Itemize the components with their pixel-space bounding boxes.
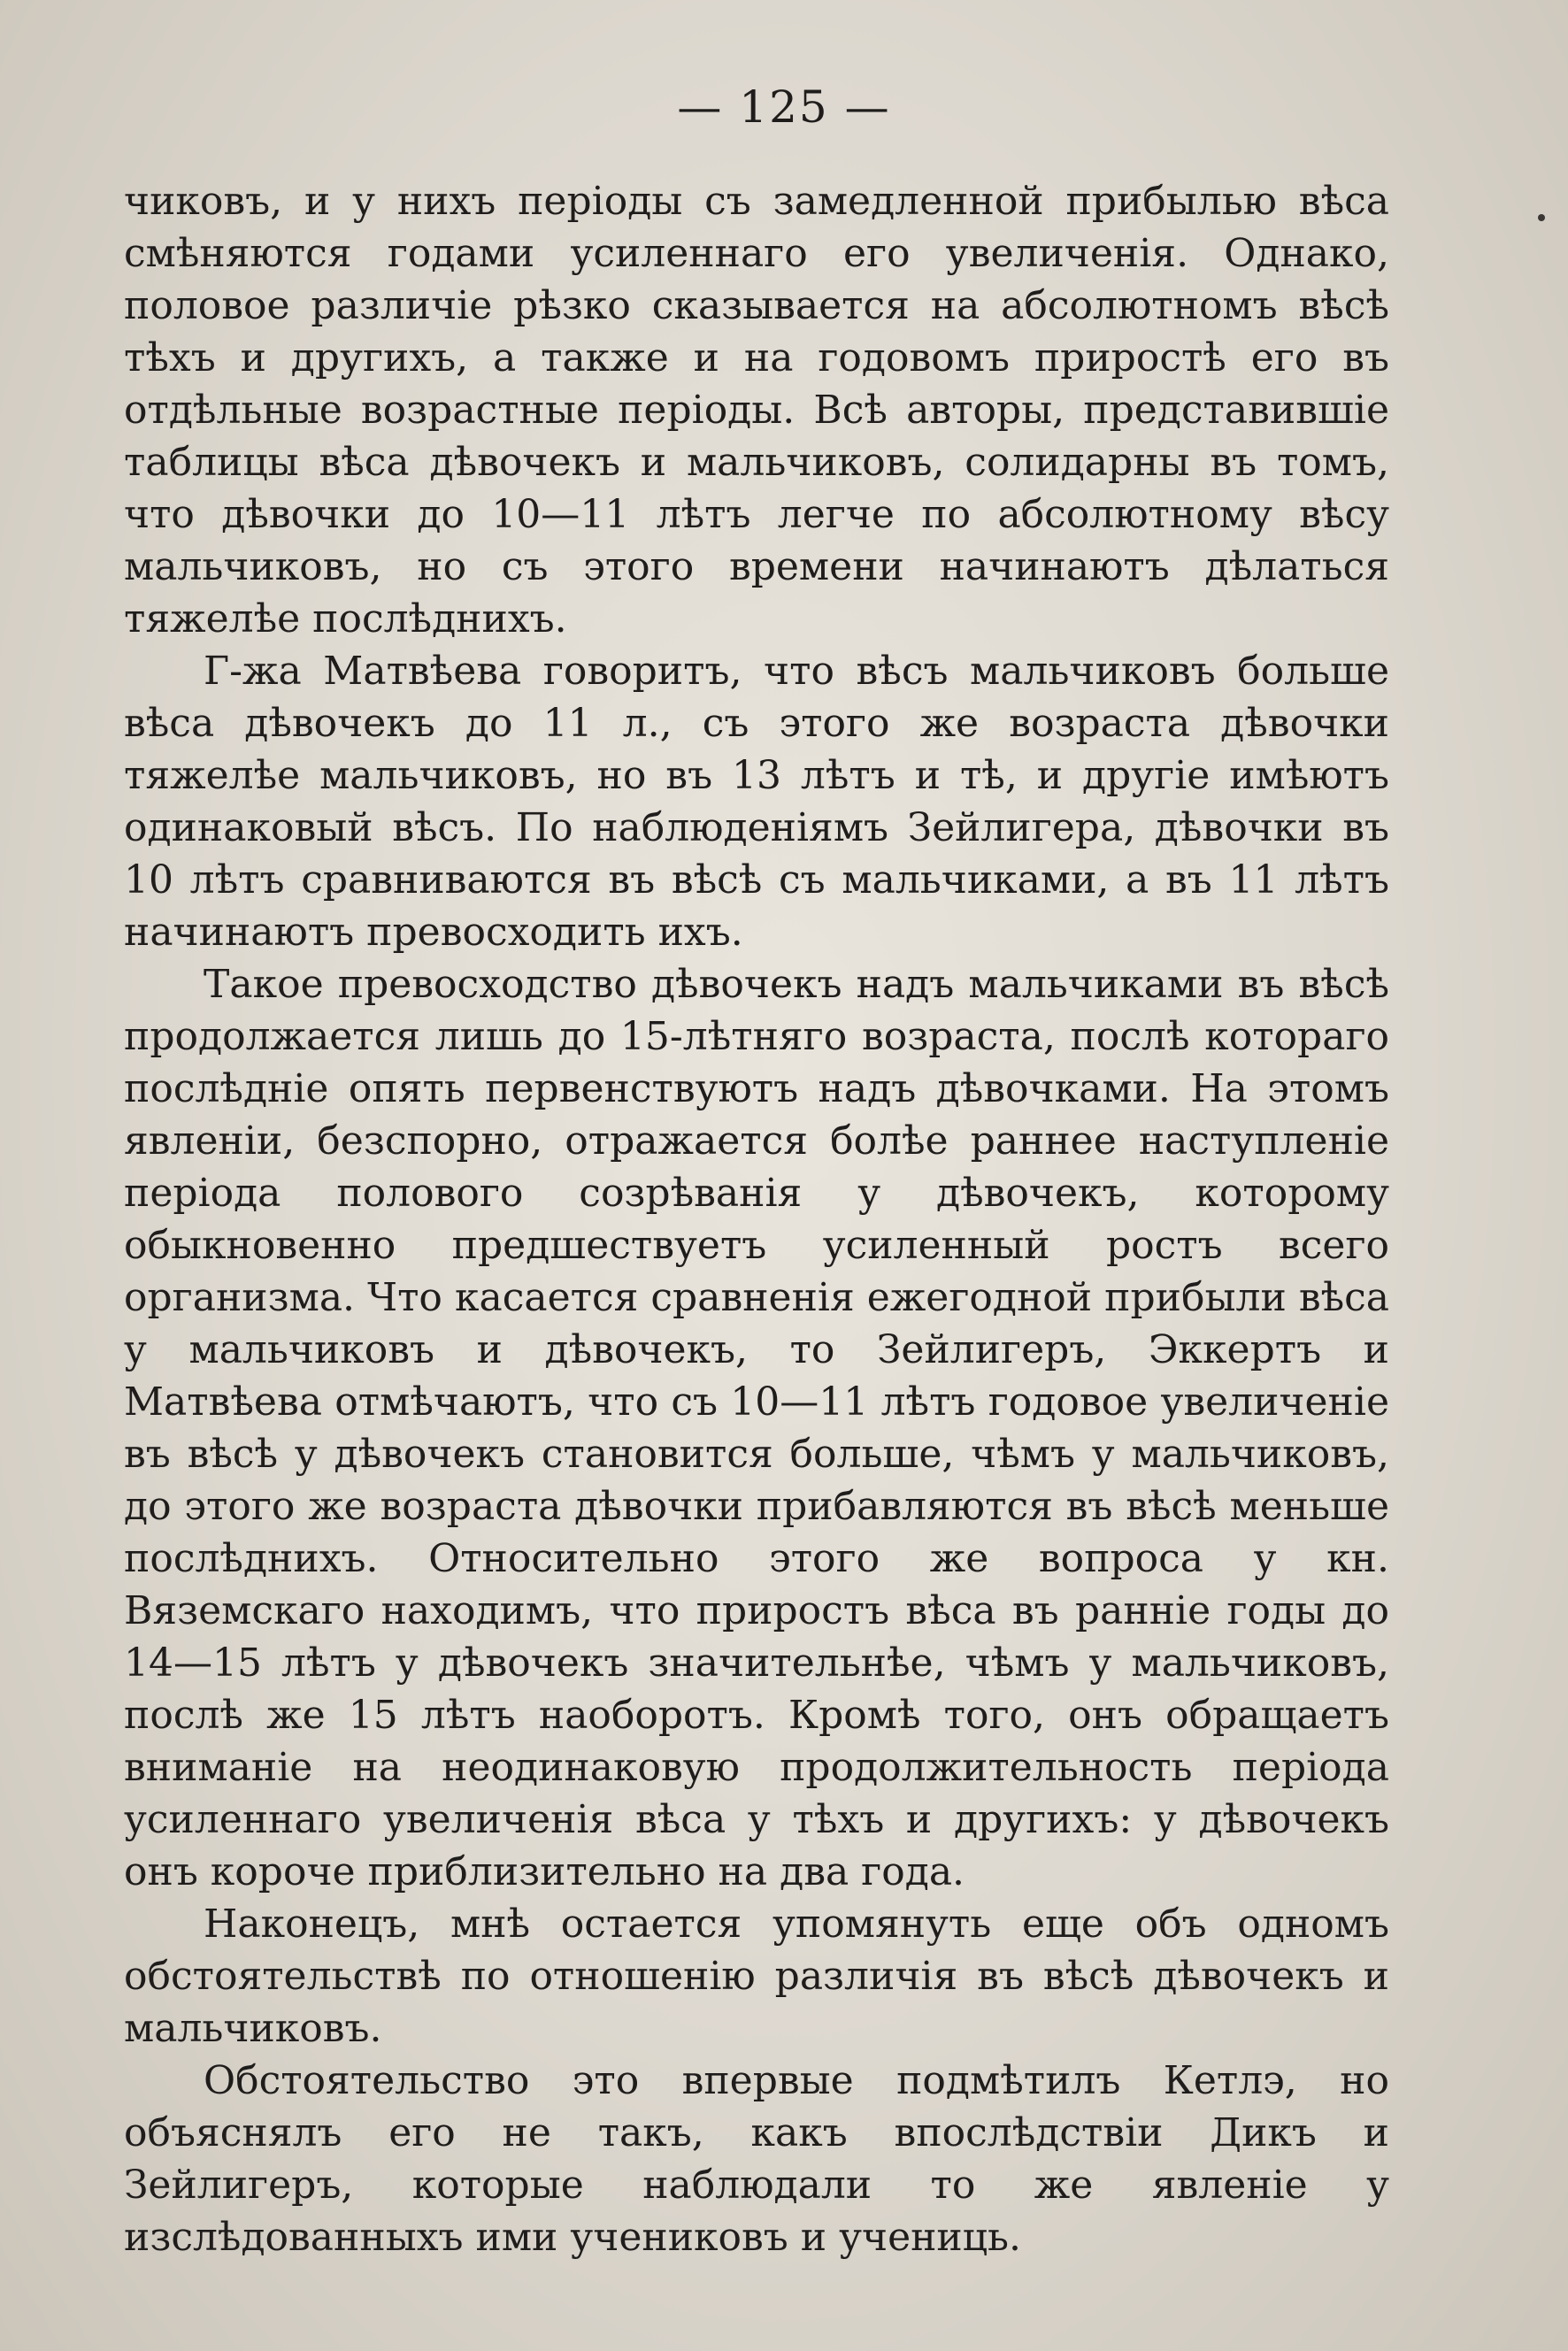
- page-number: — 125 —: [677, 81, 891, 133]
- paragraph-5: Обстоятельство это впервые подмѣтилъ Кетлэ, но объяснялъ его не такъ, какъ впослѣдствіи Дикъ и Зейлигеръ, которые наблюдали то же явленіе у изслѣдованныхъ ими учениковъ и учениць.: [124, 2058, 1389, 2260]
- paragraph-3: Такое превосходство дѣвочекъ надъ мальчиками въ вѣсѣ продолжается лишь до 15-лѣтняго возраста, послѣ котораго послѣдніе опять первенствуютъ надъ дѣвочками. На этомъ явленіи, безспорно, отражается болѣе раннее наступленіе періода полового созрѣванія у дѣвочекъ, которому обыкновенно предшествуетъ усиленный ростъ всего организма. Что касается сравненія ежегодной прибыли вѣса у мальчиковъ и дѣвочекъ, то Зейлигеръ, Эккертъ и Матвѣева отмѣчаютъ, что съ 10—11 лѣтъ годовое увеличеніе въ вѣсѣ у дѣвочекъ становится больше, чѣмъ у мальчиковъ, до этого же возраста дѣвочки прибавляются въ вѣсѣ меньше послѣднихъ. Относительно этого же вопроса у кн. Вяземскаго находимъ, что приростъ вѣса въ ранніе годы до 14—15 лѣтъ у дѣвочекъ значительнѣе, чѣмъ у мальчиковъ, послѣ же 15 лѣтъ наоборотъ. Кромѣ того, онъ обращаетъ вниманіе на неодинаковую продолжительность періода усиленнаго увеличенія вѣса у тѣхъ и другихъ: у дѣвочекъ онъ короче приблизительно на два года.: [124, 962, 1389, 1894]
- paper-speck: [1538, 214, 1545, 221]
- paragraph-4: Наконецъ, мнѣ остается упомянуть еще объ одномъ обстоятельствѣ по отношенію различія въ вѣсѣ дѣвочекъ и мальчиковъ.: [124, 1902, 1389, 2051]
- body-text: [124, 175, 1389, 2263]
- paragraph-1: чиковъ, и у нихъ періоды съ замедленной прибылью вѣса смѣняются годами усиленнаго его увеличенія. Однако, половое различіе рѣзко сказывается на абсолютномъ вѣсѣ тѣхъ и другихъ, а также и на годовомъ приростѣ его въ отдѣльные возрастные періоды. Всѣ авторы, представившіе таблицы вѣса дѣвочекъ и мальчиковъ, солидарны въ томъ, что дѣвочки до 10—11 лѣтъ легче по абсолютному вѣсу мальчиковъ, но съ этого времени начинаютъ дѣлаться тяжелѣе послѣднихъ.: [124, 179, 1389, 642]
- paragraph-2: Г-жа Матвѣева говоритъ, что вѣсъ мальчиковъ больше вѣса дѣвочекъ до 11 л., съ этого же возраста дѣвочки тяжелѣе мальчиковъ, но въ 13 лѣтъ и тѣ, и другіе имѣютъ одинаковый вѣсъ. По наблюденіямъ Зейлигера, дѣвочки въ 10 лѣтъ сравниваются въ вѣсѣ съ мальчиками, а въ 11 лѣтъ начинаютъ превосходить ихъ.: [124, 649, 1389, 955]
